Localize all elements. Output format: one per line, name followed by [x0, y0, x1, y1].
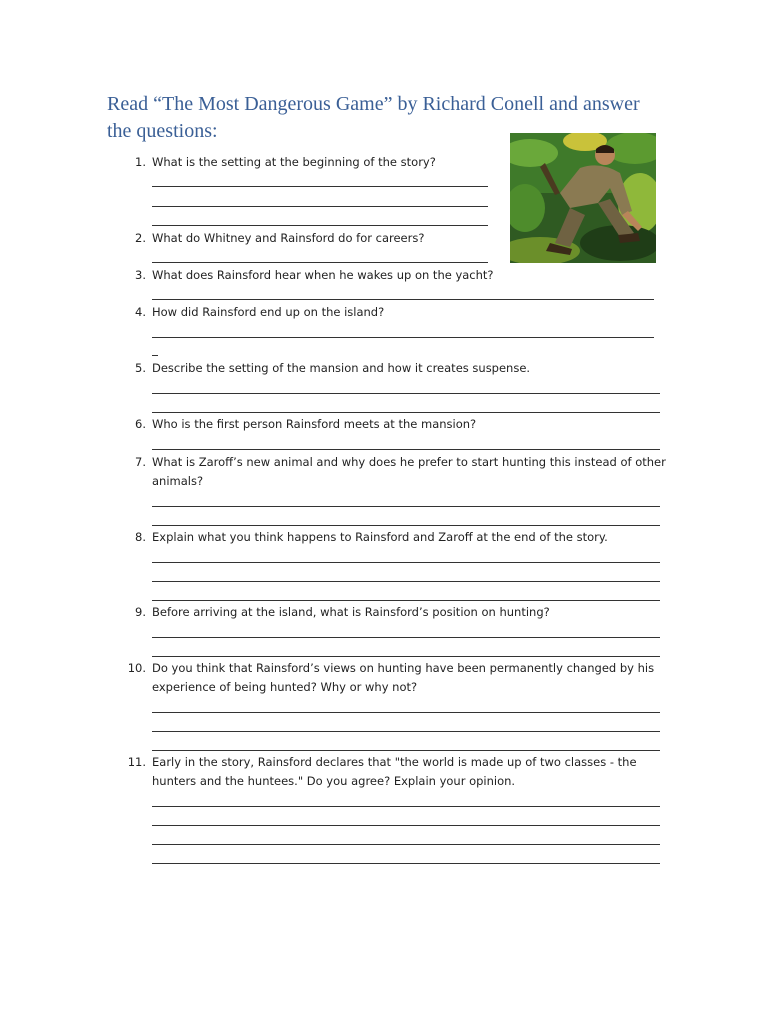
question-number: 3. — [135, 268, 146, 282]
question-number: 5. — [135, 361, 146, 375]
question-text: Before arriving at the island, what is Rainsford’s position on hunting? — [152, 605, 550, 619]
answer-line[interactable] — [152, 337, 654, 338]
question-text-continued: experience of being hunted? Why or why not? — [152, 680, 418, 694]
answer-line[interactable] — [152, 299, 654, 300]
question-number: 2. — [135, 231, 146, 245]
question-text: Do you think that Rainsford’s views on hunting have been permanently changed by his — [152, 661, 655, 675]
question-number: 10. — [127, 661, 146, 675]
question-text: Who is the first person Rainsford meets at the mansion? — [152, 417, 477, 431]
question-text-continued: animals? — [152, 474, 204, 488]
answer-line[interactable] — [152, 825, 660, 826]
answer-line[interactable] — [152, 863, 660, 864]
answer-line[interactable] — [152, 844, 660, 845]
answer-line[interactable] — [152, 412, 660, 413]
answer-line[interactable] — [152, 600, 660, 601]
question-text: Describe the setting of the mansion and how it creates suspense. — [152, 361, 531, 375]
answer-line[interactable] — [152, 225, 488, 226]
question-text: What does Rainsford hear when he wakes up on the yacht? — [152, 268, 494, 282]
question-number: 6. — [135, 417, 146, 431]
question-text: What is the setting at the beginning of the story? — [152, 155, 436, 169]
question-number: 8. — [135, 530, 146, 544]
question-number: 9. — [135, 605, 146, 619]
answer-line[interactable] — [152, 355, 158, 356]
question-number: 1. — [135, 155, 146, 169]
answer-line[interactable] — [152, 506, 660, 507]
answer-line[interactable] — [152, 562, 660, 563]
answer-line[interactable] — [152, 750, 660, 751]
question-text: What do Whitney and Rainsford do for careers? — [152, 231, 425, 245]
answer-line[interactable] — [152, 262, 488, 263]
answer-line[interactable] — [152, 712, 660, 713]
answer-line[interactable] — [152, 731, 660, 732]
answer-line[interactable] — [152, 393, 660, 394]
answer-line[interactable] — [152, 806, 660, 807]
question-number: 7. — [135, 455, 146, 469]
hunter-jungle-illustration — [510, 133, 656, 263]
answer-line[interactable] — [152, 449, 660, 450]
answer-line[interactable] — [152, 581, 660, 582]
question-text: Explain what you think happens to Rainsford and Zaroff at the end of the story. — [152, 530, 608, 544]
answer-line[interactable] — [152, 637, 660, 638]
answer-line[interactable] — [152, 206, 488, 207]
question-text: Early in the story, Rainsford declares that "the world is made up of two classes - the — [152, 755, 637, 769]
answer-line[interactable] — [152, 525, 660, 526]
answer-line[interactable] — [152, 186, 488, 187]
worksheet-title: Read “The Most Dangerous Game” by Richard Conell and answer the questions: — [107, 93, 640, 142]
answer-line[interactable] — [152, 656, 660, 657]
question-number: 11. — [127, 755, 146, 769]
question-text: How did Rainsford end up on the island? — [152, 305, 385, 319]
question-text-continued: hunters and the huntees." Do you agree? Explain your opinion. — [152, 774, 516, 788]
question-number: 4. — [135, 305, 146, 319]
question-text: What is Zaroff’s new animal and why does he prefer to start hunting this instead of other — [152, 455, 666, 469]
